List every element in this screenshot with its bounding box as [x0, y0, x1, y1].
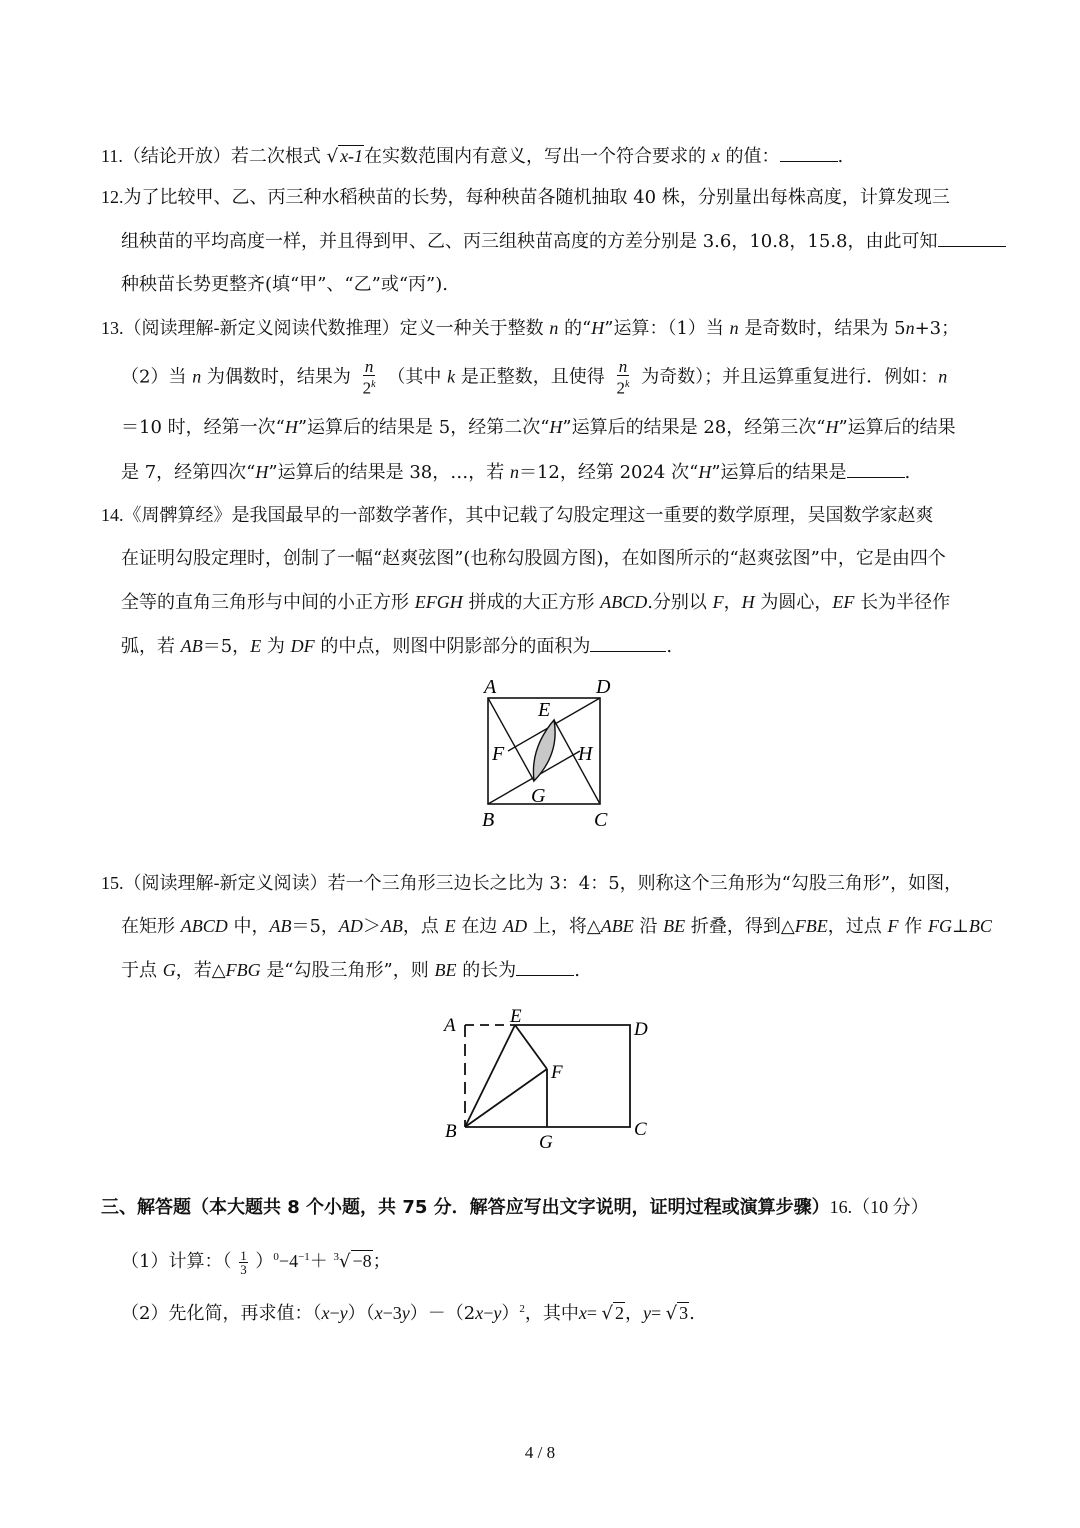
q15-label-a: A: [444, 1015, 456, 1036]
q13-var-n: n: [938, 366, 948, 387]
q15-text: ，若△: [175, 960, 226, 981]
q13-text: ”运算后的结果是 28，经第三次“: [562, 417, 826, 438]
q16-var-y: y: [493, 1303, 502, 1323]
q16-text: （: [365, 1303, 375, 1324]
q14-line-2: [121, 546, 946, 572]
q14-line-1: [101, 502, 934, 529]
q13-number: 13.: [101, 318, 124, 338]
q14-label-e: E: [538, 699, 551, 721]
q15-text: ＝5，: [291, 916, 339, 937]
q16-radicand: 2: [615, 1303, 625, 1323]
q13-var-n: n: [729, 318, 739, 338]
q16-var-y: y: [401, 1303, 410, 1323]
q16-frac-den: 3: [240, 1261, 247, 1277]
q14-number: 14.: [101, 505, 124, 525]
q14-var: H: [741, 592, 755, 612]
q11-number: 11.: [101, 146, 123, 166]
q16-text: ＋: [309, 1251, 328, 1272]
q13-var-n: n: [549, 318, 559, 338]
q13-var-h: H: [698, 462, 712, 482]
q15-text: 沿: [639, 916, 658, 937]
q15-end: .: [574, 960, 580, 981]
q15-var: AD: [338, 916, 363, 936]
q13-text: ”运算后的结果: [838, 417, 956, 438]
q16-text: ；: [372, 1251, 391, 1272]
q11-text-3: 的值：: [725, 146, 780, 167]
q16-var-x: x: [578, 1303, 587, 1323]
q16-exp: 0: [273, 1251, 279, 1263]
q14-text: 长为半径作: [860, 592, 951, 613]
q16-exp: −1: [298, 1251, 310, 1263]
q15-text: 于点: [121, 960, 157, 981]
q16-root-index: 3: [333, 1251, 340, 1263]
q13-var-h: H: [825, 417, 839, 437]
q16-var-x: x: [374, 1303, 383, 1323]
q15-text: ＞: [362, 916, 381, 937]
q13-end: .: [904, 462, 911, 483]
q14-label-c: C: [594, 809, 608, 831]
q16-text: =: [586, 1303, 602, 1323]
q16-sqrt-3: √ 3: [665, 1303, 689, 1324]
q14-var: EF: [832, 592, 855, 612]
q15-label-f: F: [551, 1062, 563, 1083]
q15-text: ，过点: [827, 916, 882, 937]
q16-text: −4: [278, 1251, 299, 1271]
q15-text: 上，将△: [532, 916, 601, 937]
q16-var-y: y: [643, 1303, 652, 1323]
q13-var-k: k: [447, 366, 456, 387]
q14-figure: [470, 668, 630, 838]
page-number: 4 / 8: [524, 1443, 556, 1462]
q16-text: （2）先化简，再求值：（: [121, 1303, 322, 1324]
q15-text: ，点: [402, 916, 439, 937]
q15-tag: （阅读理解-新定义阅读）: [123, 873, 328, 894]
q15-figure: [440, 1005, 660, 1155]
q15-label-d: D: [634, 1019, 648, 1040]
q11-line: [101, 143, 843, 170]
q16-fraction: [239, 1249, 248, 1276]
q14-var: ABCD: [600, 592, 648, 612]
q15-var: AB: [269, 916, 292, 936]
q13-line-1: [101, 315, 959, 342]
q11-sqrt: √ x-1: [326, 146, 364, 167]
q15-text: 若一个三角形三边长之比为 3：4：5，则称这个三角形为“勾股三角形”，如图，: [327, 873, 963, 894]
q13-text: ”运算后的结果是 38，…，若: [268, 462, 505, 483]
q14-var: AB: [180, 636, 203, 656]
q13-frac-den: [361, 376, 378, 397]
q14-var: E: [250, 636, 262, 656]
q11-end: .: [837, 146, 844, 167]
q11-text-1: 若二次根式: [230, 146, 321, 167]
q14-text: 弧，若: [121, 636, 175, 657]
q16-var-x: x: [475, 1303, 484, 1323]
q16-cube-root: $^3$√ −8: [333, 1251, 372, 1272]
q13-line-2: [121, 358, 947, 397]
q15-line-1: [101, 870, 962, 897]
q11-var: x: [711, 146, 720, 166]
q13-var-n: n: [192, 366, 202, 387]
q13-var-n: n: [905, 318, 915, 338]
q13-frac-num: n: [618, 357, 628, 376]
q14-var: DF: [290, 636, 315, 656]
q15-var: FBG: [225, 960, 261, 980]
q15-var: G: [162, 960, 176, 980]
q11-answer-blank[interactable]: [780, 144, 838, 162]
q13-text: 的“: [564, 318, 592, 339]
q13-frac-num: n: [364, 357, 374, 376]
q15-var: FG: [927, 916, 952, 936]
q13-frac-den: [615, 376, 632, 397]
q12-answer-blank[interactable]: [938, 229, 1006, 247]
q16-part1: [121, 1240, 391, 1279]
q12-text-2: 组秧苗的平均高度一样，并且得到甲、乙、丙三组秧苗高度的方差分别是 3.6，10.8，15.8，由此可知: [121, 231, 938, 252]
q14-label-b: B: [482, 809, 495, 831]
q16-radicand: −8: [352, 1251, 372, 1271]
q13-text: （其中: [387, 366, 442, 388]
q14-text: 为: [266, 636, 285, 657]
q13-var-h: H: [284, 417, 298, 437]
q13-text: 是奇数时，结果为 5: [744, 318, 906, 339]
q16-text: ，其中: [524, 1303, 579, 1324]
q13-frac-exp: k: [371, 379, 376, 390]
q15-text: 在边: [461, 916, 498, 937]
q13-var-h: H: [591, 318, 605, 338]
q16-part2: （2）先化简，再求值：$(x-y)(x-3y)-(2x-y)^2$，其中x= √ 2，y= √ 3.: [121, 1296, 695, 1327]
q14-var: F: [712, 592, 724, 612]
q14-line-3: [121, 589, 950, 616]
q15-var: BE: [434, 960, 457, 980]
q15-line-ef: [515, 1025, 547, 1069]
q15-var: AD: [503, 916, 528, 936]
q15-var: BE: [663, 916, 686, 936]
q14-text: 为圆心，: [760, 592, 833, 613]
q15-answer-blank[interactable]: [516, 958, 574, 976]
q13-text: ”运算后的结果是: [711, 462, 847, 483]
q15-line-2: [121, 913, 992, 940]
q13-line-3: [121, 414, 956, 441]
q15-var: F: [887, 916, 899, 936]
q16-sqrt-2: √ 2: [601, 1303, 625, 1324]
q12-line-2: [121, 229, 1006, 255]
q16-text: ）: [255, 1251, 274, 1272]
q12-number: 12.: [101, 187, 124, 207]
q15-var: E: [444, 916, 456, 936]
q14-label-d: D: [596, 676, 611, 698]
q14-text: 在证明勾股定理时，创制了一幅“赵爽弦图”(也称勾股圆方图)，在如图所示的“赵爽弦图”中，它是由四个: [121, 548, 946, 569]
q15-var: AB: [380, 916, 403, 936]
q13-text: ＝12，经第 2024 次“: [518, 462, 699, 483]
q12-text-1: 为了比较甲、乙、丙三种水稻秧苗的长势，每种秧苗各随机抽取 40 株，分别量出每株高度，计算发现三: [123, 187, 950, 208]
q15-label-e: E: [510, 1006, 522, 1027]
q15-var: ABCD: [180, 916, 228, 936]
q15-var: ABE: [600, 916, 634, 936]
q15-var: FBE: [794, 916, 828, 936]
section3-title: 三、解答题（本大题共 8 个小题，共 75 分．解答应写出文字说明，证明过程或演算步骤）: [101, 1197, 830, 1218]
q16-exp: 2: [519, 1303, 525, 1315]
q15-text: 的长为: [462, 960, 517, 981]
q16-radicand: 3: [679, 1303, 689, 1323]
q12-text-3: 种秧苗长势更整齐(填“甲”、“乙”或“丙”).: [121, 274, 448, 295]
q13-text: +3；: [914, 318, 960, 339]
q12-line-3: [121, 272, 448, 298]
q16-var-x: x: [321, 1303, 330, 1323]
q13-frac-exp: k: [625, 379, 630, 390]
q13-text: 是 7，经第四次“: [121, 462, 256, 483]
q13-frac-base: 2: [362, 378, 372, 398]
q13-var-n: n: [509, 462, 519, 482]
q16-header: 16.（10 分）: [829, 1197, 929, 1217]
q14-label-g: G: [531, 785, 546, 807]
q13-text: 定义一种关于整数: [399, 318, 544, 339]
q16-text: ）: [501, 1303, 520, 1324]
q13-text: 为奇数）；并且运算重复进行．例如：: [641, 366, 939, 388]
q11-radicand: x-1: [340, 146, 364, 166]
q15-line-be: [465, 1025, 515, 1127]
q16-text: ，: [625, 1303, 644, 1324]
q12-line-1: [101, 184, 950, 211]
q13-fraction-1: [361, 358, 378, 397]
q15-text: 折叠，得到△: [690, 916, 795, 937]
q16-var-y: y: [339, 1303, 348, 1323]
q16-frac-num: 1: [240, 1247, 247, 1263]
q13-text: ”运算后的结果是 5，经第二次“: [297, 417, 550, 438]
q15-number: 15.: [101, 873, 124, 893]
q11-tag: （结论开放）: [122, 146, 231, 167]
q13-frac-base: 2: [616, 378, 626, 398]
q13-text: 是正整数，且使得: [460, 366, 605, 388]
q16-text: =: [651, 1303, 666, 1323]
q14-text: ，: [723, 592, 742, 613]
q14-label-a: A: [484, 676, 497, 698]
section3-heading-line: [101, 1194, 929, 1221]
q15-text: 是“勾股三角形”，则: [266, 960, 429, 981]
q14-label-f: F: [492, 743, 505, 765]
q13-var-h: H: [255, 462, 269, 482]
q16-text: （1）计算：（: [121, 1251, 232, 1272]
q15-var: BC: [968, 916, 992, 936]
q15-label-b: B: [445, 1121, 457, 1142]
q14-text: .分别以: [647, 592, 707, 613]
q14-text: 《周髀算经》是我国最早的一部数学著作，其中记载了勾股定理这一重要的数学原理，吴国数学家赵爽: [123, 505, 934, 526]
q16-text: ）－（2: [409, 1303, 476, 1324]
q15-text: ⊥: [951, 916, 969, 937]
q14-text: 拼成的大正方形: [468, 592, 595, 613]
q14-answer-blank[interactable]: [590, 634, 666, 652]
q14-text: 全等的直角三角形与中间的小正方形: [121, 592, 409, 613]
q15-label-g: G: [539, 1132, 553, 1153]
q14-line-4: [121, 633, 672, 660]
q14-label-h: H: [578, 743, 593, 765]
q13-text: ”运算：（1）当: [604, 318, 724, 339]
q15-line-bf: [465, 1069, 547, 1127]
q15-text: 作: [904, 916, 923, 937]
q15-text: 在矩形: [121, 916, 175, 937]
q14-text: ＝5，: [202, 636, 251, 657]
q16-text: .: [689, 1303, 695, 1324]
q14-var: EFGH: [414, 592, 463, 612]
q13-answer-blank[interactable]: [847, 460, 905, 478]
q13-fraction-2: [615, 358, 632, 397]
q13-text: （2）当: [121, 366, 187, 388]
q15-label-c: C: [634, 1119, 647, 1140]
q13-tag: （阅读理解-新定义阅读代数推理）: [123, 318, 400, 339]
q14-text: 的中点，则图中阴影部分的面积为: [320, 636, 591, 657]
q13-text: 为偶数时，结果为: [206, 366, 351, 388]
q13-line-4: [121, 459, 910, 486]
q13-text: ＝10 时，经第一次“: [121, 417, 285, 438]
q13-var-h: H: [549, 417, 563, 437]
q14-end: .: [666, 636, 673, 657]
q15-text: 中，: [233, 916, 270, 937]
q15-line-3: [121, 957, 580, 984]
q11-text-2: 在实数范围内有意义，写出一个符合要求的: [364, 146, 707, 167]
